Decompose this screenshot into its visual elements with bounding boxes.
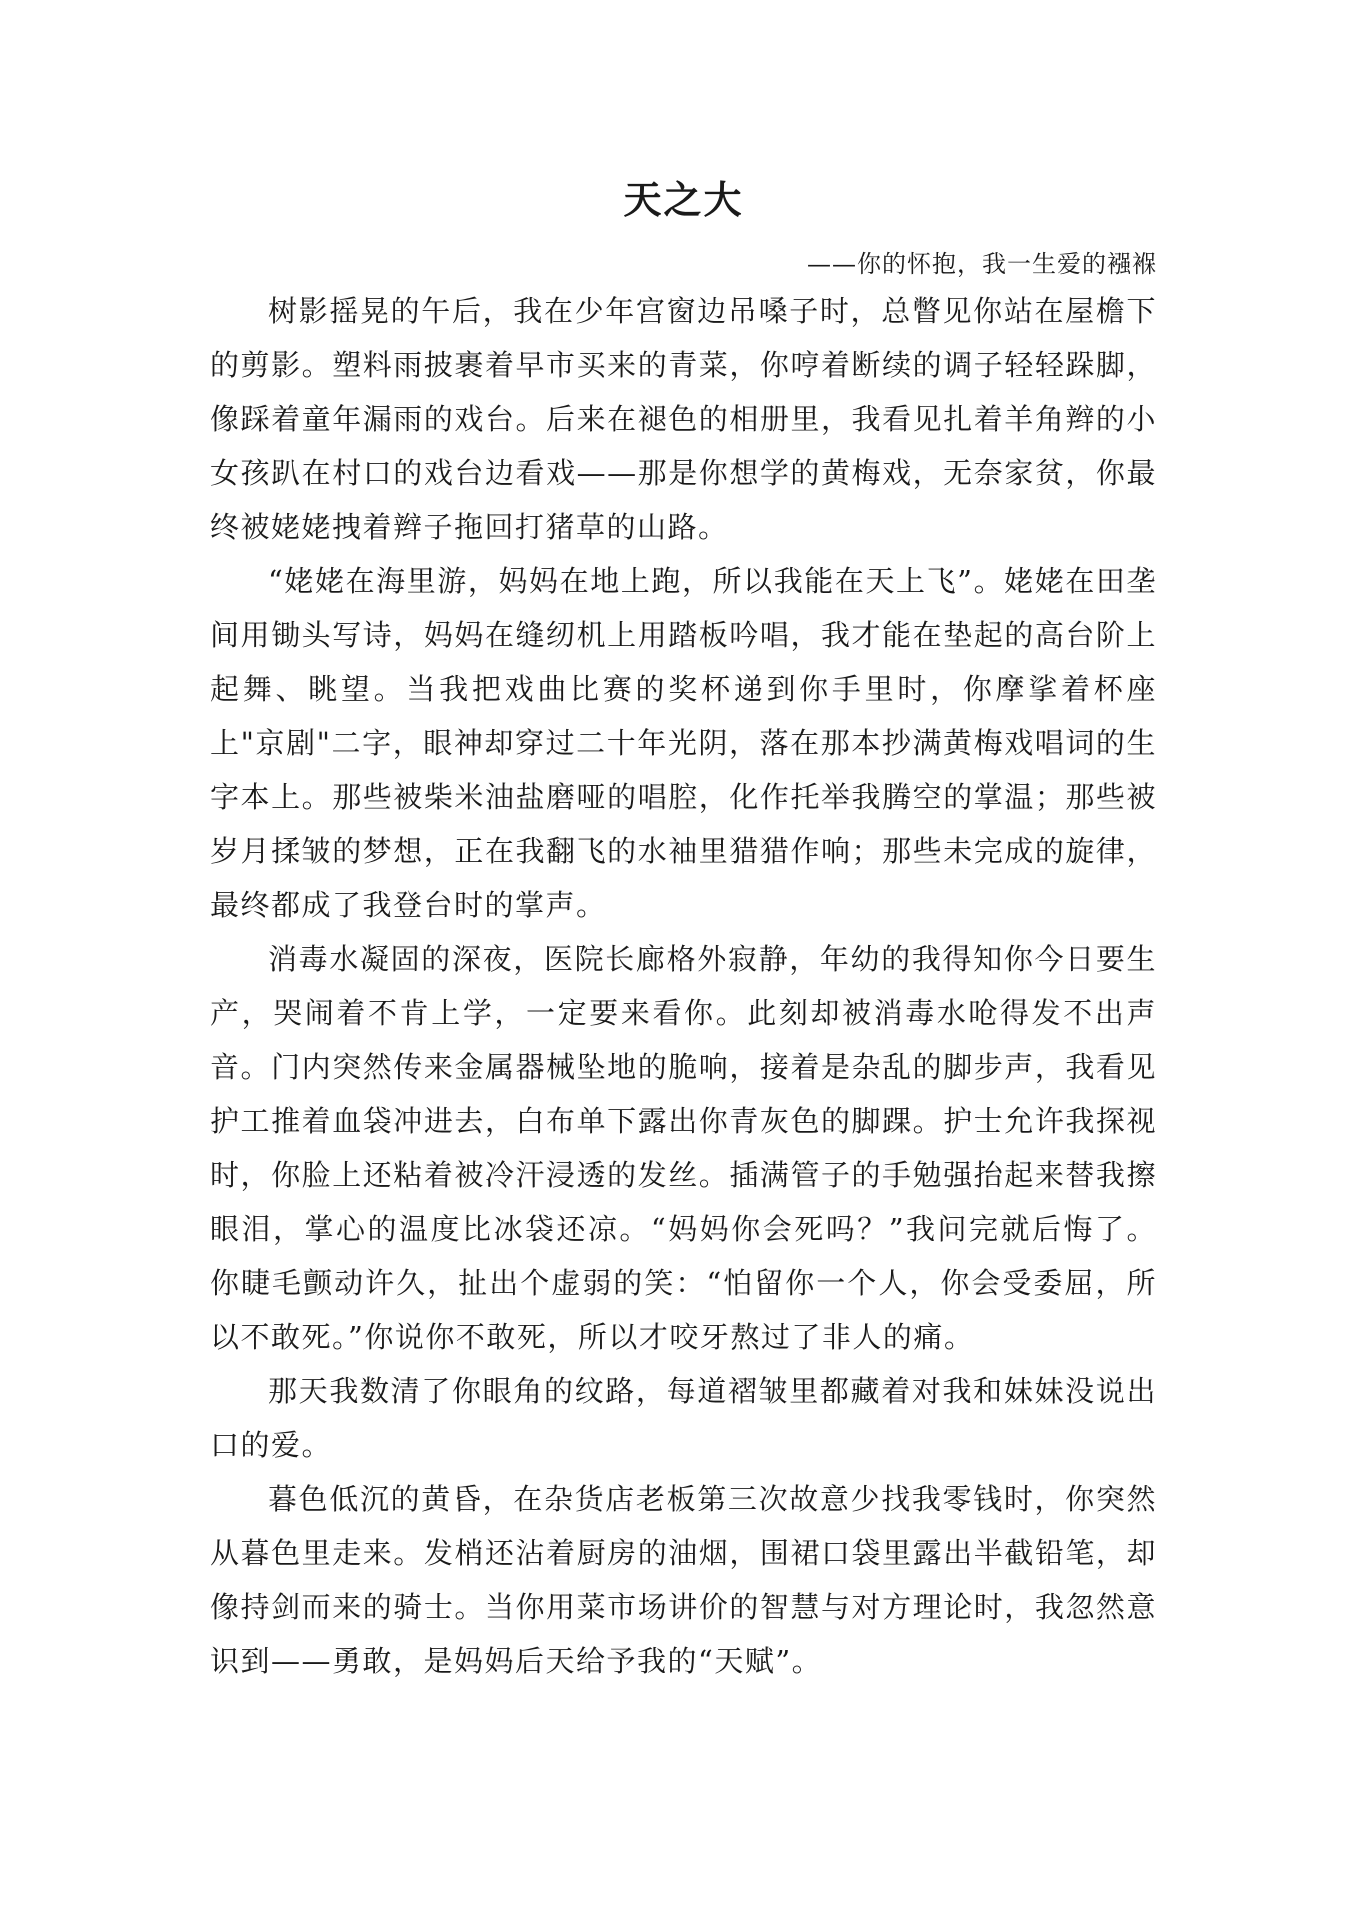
paragraph-1: 树影摇晃的午后，我在少年宫窗边吊嗓子时，总瞥见你站在屋檐下的剪影。塑料雨披裹着早市买来的青菜，你哼着断续的调子轻轻跺脚，像踩着童年漏雨的戏台。后来在褪色的相册里，我看见扎着羊角辫的小女孩趴在村口的戏台边看戏——那是你想学的黄梅戏，无奈家贫，你最终被姥姥拽着辫子拖回打猪草的山路。 — [210, 294, 1157, 544]
paragraph-4: 那天我数清了你眼角的纹路，每道褶皱里都藏着对我和妹妹没说出口的爱。 — [210, 1374, 1157, 1462]
document-title: 天之大 — [623, 178, 744, 222]
document-page — [210, 170, 1157, 1688]
paragraph-3: 消毒水凝固的深夜，医院长廊格外寂静，年幼的我得知你今日要生产，哭闹着不肯上学，一定要来看你。此刻却被消毒水呛得发不出声音。门内突然传来金属器械坠地的脆响，接着是杂乱的脚步声，我看见护工推着血袋冲进去，白布单下露出你青灰色的脚踝。护士允许我探视时，你脸上还粘着被冷汗浸透的发丝。插满管子的手勉强抬起来替我擦眼泪，掌心的温度比冰袋还凉。“妈妈你会死吗？”我问完就后悔了。你睫毛颤动许久，扯出个虚弱的笑：“怕留你一个人，你会受委屈，所以不敢死。”你说你不敢死，所以才咬牙熬过了非人的痛。 — [210, 942, 1157, 1354]
paragraph-5: 暮色低沉的黄昏，在杂货店老板第三次故意少找我零钱时，你突然从暮色里走来。发梢还沾着厨房的油烟，围裙口袋里露出半截铅笔，却像持剑而来的骑士。当你用菜市场讲价的智慧与对方理论时，我忽然意识到——勇敢，是妈妈后天给予我的“天赋”。 — [210, 1482, 1157, 1678]
paragraph-2: “姥姥在海里游，妈妈在地上跑，所以我能在天上飞”。姥姥在田垄间用锄头写诗，妈妈在缝纫机上用踏板吟唱，我才能在垫起的高台阶上起舞、眺望。当我把戏曲比赛的奖杯递到你手里时，你摩挲着杯座上"京剧"二字，眼神却穿过二十年光阴，落在那本抄满黄梅戏唱词的生字本上。那些被柴米油盐磨哑的唱腔，化作托举我腾空的掌温；那些被岁月揉皱的梦想，正在我翻飞的水袖里猎猎作响；那些未完成的旋律，最终都成了我登台时的掌声。 — [210, 564, 1157, 922]
document-subtitle: ——你的怀抱，我一生爱的襁褓 — [807, 250, 1157, 278]
document-body — [210, 284, 1157, 1688]
